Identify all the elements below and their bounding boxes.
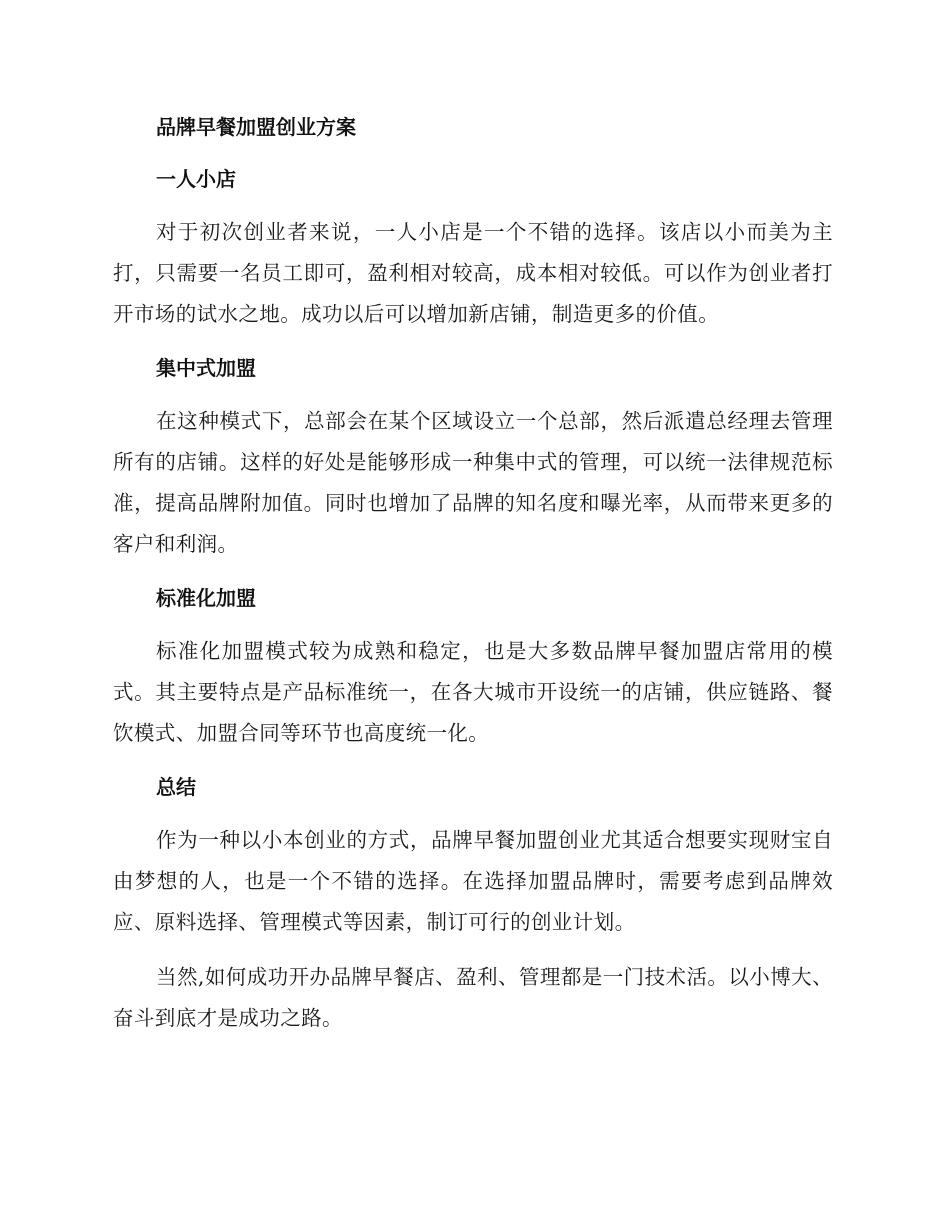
paragraph-one-person-store: 对于初次创业者来说，一人小店是一个不错的选择。该店以小而美为主打，只需要一名员工即可，盈利相对较高，成本相对较低。可以作为创业者打开市场的试水之地。成功以后可以增加新店铺，制造更多的价值。: [113, 220, 833, 326]
paragraph-centralized-franchise: 在这种模式下，总部会在某个区域设立一个总部，然后派遣总经理去管理所有的店铺。这样的好处是能够形成一种集中式的管理，可以统一法律规范标准，提高品牌附加值。同时也增加了品牌的知名度和曝光率，从而带来更多的客户和利润。: [113, 409, 833, 556]
section-heading-standardized-franchise: 标准化加盟: [156, 586, 256, 610]
document-title: 品牌早餐加盟创业方案: [156, 115, 356, 139]
section-heading-one-person-store: 一人小店: [156, 167, 236, 191]
section-heading-summary: 总结: [156, 775, 196, 799]
section-heading-centralized-franchise: 集中式加盟: [156, 356, 256, 380]
paragraph-summary-1: 作为一种以小本创业的方式，品牌早餐加盟创业尤其适合想要实现财宝自由梦想的人，也是一个不错的选择。在选择加盟品牌时，需要考虑到品牌效应、原料选择、管理模式等因素，制订可行的创业计划。: [113, 828, 833, 934]
paragraph-summary-2: 当然,如何成功开办品牌早餐店、盈利、管理都是一门技术活。以小博大、奋斗到底才是成功之路。: [113, 965, 833, 1030]
document-body: [113, 108, 833, 1053]
paragraph-standardized-franchise: 标准化加盟模式较为成熟和稳定，也是大多数品牌早餐加盟店常用的模式。其主要特点是产品标准统一，在各大城市开设统一的店铺，供应链路、餐饮模式、加盟合同等环节也高度统一化。: [113, 639, 833, 745]
